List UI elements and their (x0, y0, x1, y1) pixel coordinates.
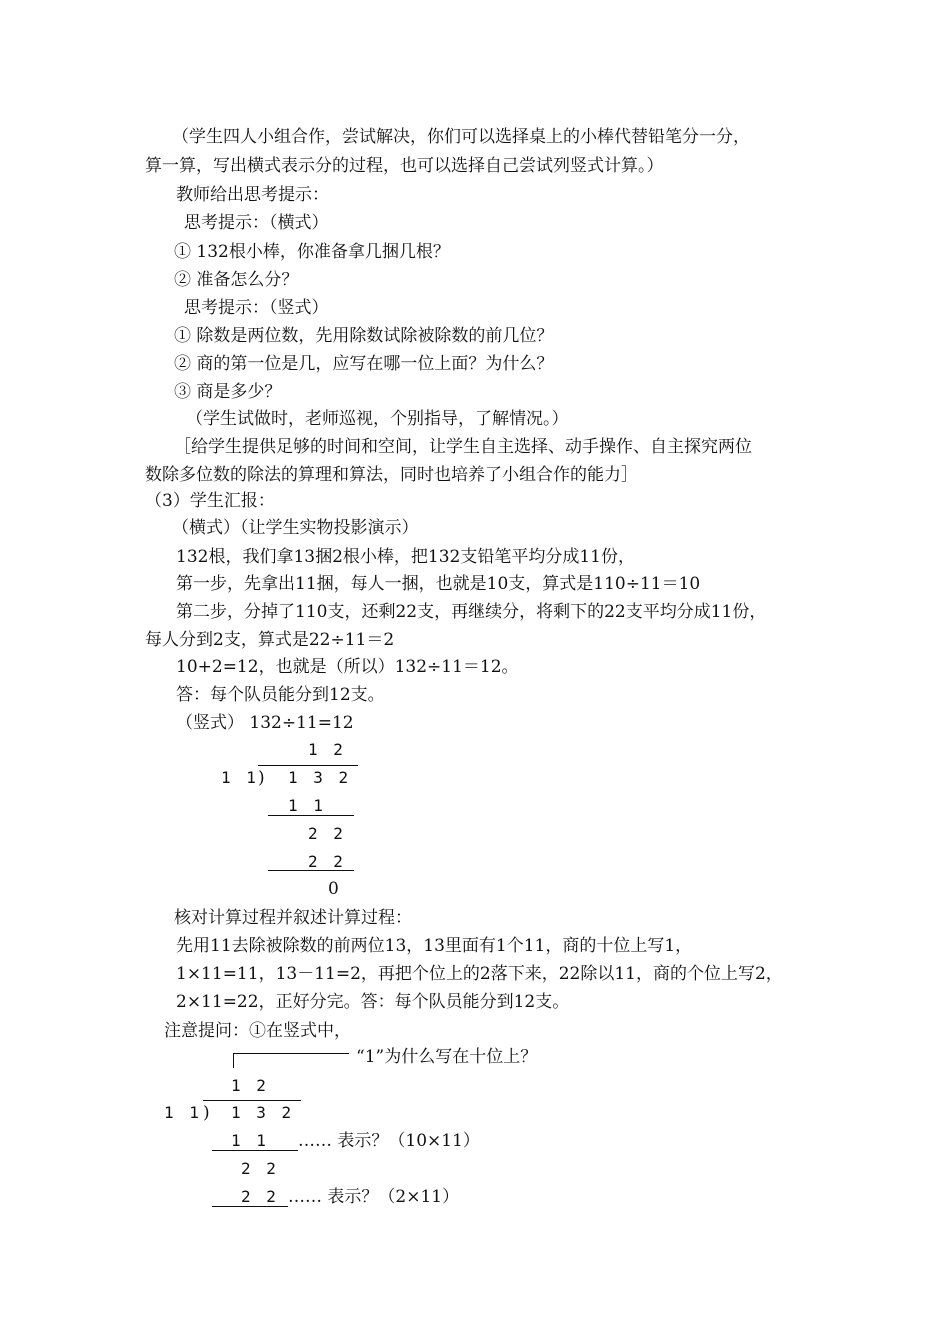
para-report-horizontal: （横式）（让学生实物投影演示） (172, 518, 419, 538)
para-rationale-line1: ［给学生提供足够的时间和空间，让学生自主选择、动手操作、自主探究两位 (174, 437, 752, 457)
para-teacher-patrol: （学生试做时，老师巡视，个别指导，了解情况。） (186, 409, 569, 429)
div2-step2: 2 2 (241, 1187, 279, 1206)
para-hint-h2: ② 准备怎么分？ (174, 270, 299, 290)
para-report-vertical: （竖式） 132÷11=12 (176, 713, 354, 733)
para-hint-v3: ③ 商是多少？ (174, 382, 282, 402)
para-group-work-line1: （学生四人小组合作，尝试解决，你们可以选择桌上的小棒代替铅笔分一分， (172, 127, 750, 147)
div2-quotient: 1 2 (231, 1076, 269, 1095)
div1-remainder2: 0 (328, 879, 339, 899)
div2-note1: …… 表示？（10×11） (298, 1131, 480, 1151)
div2-bar (203, 1100, 301, 1101)
div2-underline1 (212, 1150, 298, 1151)
para-group-work-line2: 算一算，写出横式表示分的过程，也可以选择自己尝试列竖式计算。） (145, 156, 664, 176)
div2-underline2 (212, 1206, 288, 1207)
div1-underline1 (268, 815, 354, 816)
para-explain-2: 1×11=11，13－11=2，再把个位上的2落下来，22除以11，商的个位上写2， (176, 964, 783, 984)
div2-pointer-tick (233, 1053, 234, 1068)
section-heading-report: （3）学生汇报： (145, 491, 275, 511)
div1-bracket: ) (258, 768, 265, 788)
para-report-step1: 第一步，先拿出11捆，每人一捆，也就是10支，算式是110÷11＝10 (176, 574, 701, 594)
para-explain-3: 2×11=22，正好分完。答：每个队员能分到12支。 (176, 992, 570, 1012)
div2-pointer-line (233, 1053, 349, 1054)
div1-quotient: 1 2 (308, 740, 346, 759)
para-report-step2-line1: 第二步，分掉了110支，还剩22支，再继续分，将剩下的22支平均分成11份， (176, 602, 767, 622)
para-report-1: 132根，我们拿13捆2根小棒，把132支铅笔平均分成11份， (176, 547, 635, 567)
para-report-answer: 答：每个队员能分到12支。 (176, 685, 385, 705)
div1-bar (258, 765, 358, 766)
div2-dividend: 1 3 2 (231, 1103, 295, 1122)
para-hint-h1: ① 132根小棒，你准备拿几捆几根？ (174, 242, 450, 262)
div1-remainder1: 2 2 (308, 824, 346, 843)
para-hint-v1: ① 除数是两位数，先用除数试除被除数的前几位？ (174, 326, 554, 346)
para-teacher-hint: 教师给出思考提示： (176, 185, 329, 205)
div1-underline2 (268, 870, 354, 871)
para-attention: 注意提问：①在竖式中， (164, 1021, 351, 1041)
para-report-step2-line2: 每人分到2支，算式是22÷11＝2 (145, 630, 395, 650)
para-hint-horizontal: 思考提示：（横式） (184, 213, 329, 233)
para-hint-v2: ② 商的第一位是几，应写在哪一位上面？为什么？ (174, 354, 554, 374)
para-hint-vertical: 思考提示：（竖式） (184, 298, 329, 318)
div2-step1: 1 1 (231, 1131, 269, 1150)
div2-divisor: 1 1 (164, 1103, 202, 1122)
div1-step1: 1 1 (288, 796, 326, 815)
div1-step2: 2 2 (308, 852, 346, 871)
div2-bracket: ) (203, 1103, 210, 1123)
div1-dividend: 1 3 2 (288, 768, 352, 787)
div2-question: “1”为什么写在十位上？ (356, 1047, 538, 1067)
div2-note2: …… 表示？（2×11） (288, 1187, 460, 1207)
para-report-sum: 10+2=12，也就是（所以）132÷11＝12。 (176, 657, 519, 677)
para-rationale-line2: 数除多位数的除法的算理和算法，同时也培养了小组合作的能力］ (145, 465, 638, 485)
div1-divisor: 1 1 (221, 768, 259, 787)
para-explain-1: 先用11去除被除数的前两位13，13里面有1个11，商的十位上写1， (176, 936, 693, 956)
para-check-process: 核对计算过程并叙述计算过程： (174, 908, 412, 928)
div2-remainder1: 2 2 (241, 1159, 279, 1178)
